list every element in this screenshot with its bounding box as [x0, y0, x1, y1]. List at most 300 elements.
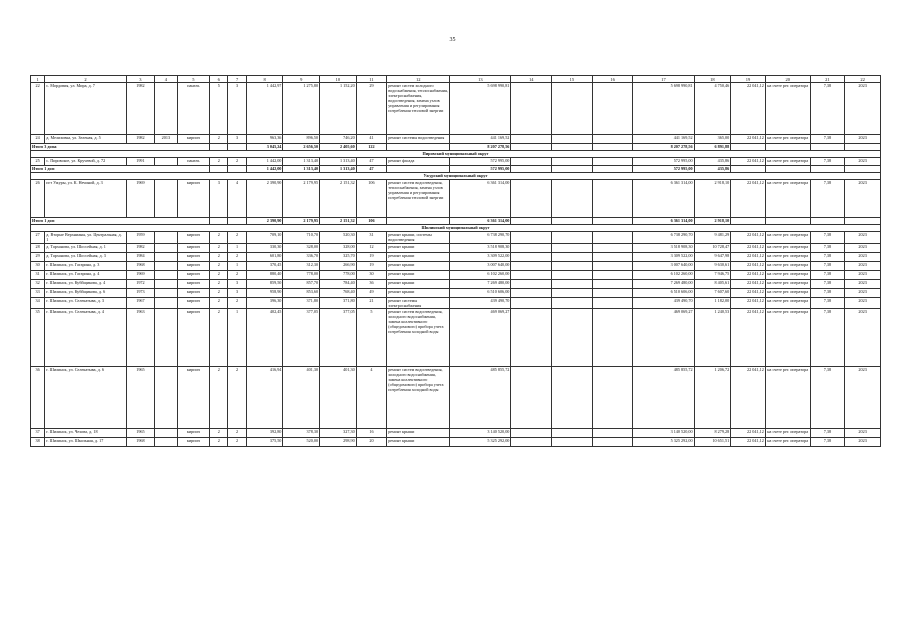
table-cell: ремонт крыши	[387, 429, 450, 438]
table-cell	[845, 144, 881, 151]
table-cell	[765, 218, 810, 225]
table-cell: 3 007 640,00	[450, 262, 511, 271]
table-cell: 22 041,12	[731, 309, 766, 367]
table-cell: 401,30	[283, 367, 320, 429]
table-cell: кирпич	[177, 244, 210, 253]
table-cell: 377,05	[283, 309, 320, 367]
table-cell: 3	[228, 289, 246, 298]
table-cell: 1 182,00	[694, 298, 731, 309]
table-cell: 328,00	[283, 244, 320, 253]
table-cell: 30	[31, 262, 45, 271]
table-cell: 22 041,12	[731, 262, 766, 271]
table-cell: 2023	[845, 289, 881, 298]
table-cell: 6 738 290,70	[450, 232, 511, 244]
table-cell	[155, 429, 177, 438]
table-cell	[552, 244, 593, 253]
table-cell: ремонт крыши	[387, 262, 450, 271]
table-cell: 572 995,00	[633, 166, 694, 173]
table-cell: 485 855,72	[633, 367, 694, 429]
table-cell: 441 169,52	[450, 135, 511, 144]
table-cell	[592, 253, 633, 262]
table-cell: кирпич	[177, 135, 210, 144]
table-cell: 28	[31, 244, 45, 253]
table-cell: 7,38	[810, 158, 845, 166]
table-cell: 1 313,40	[320, 158, 357, 166]
table-cell: кирпич	[177, 180, 210, 218]
table-cell: 21	[356, 298, 387, 309]
table-cell	[511, 253, 552, 262]
table-cell: 3	[126, 76, 155, 83]
table-cell: 7,38	[810, 438, 845, 447]
table-row	[31, 309, 881, 367]
table-cell: 857,70	[283, 280, 320, 289]
table-cell: 22 041,12	[731, 429, 766, 438]
table-cell: 6 102 260,00	[450, 271, 511, 280]
table-cell: 377,05	[320, 309, 357, 367]
table-cell: ремонт фасада	[387, 158, 450, 166]
table-cell: кирпич	[177, 438, 210, 447]
table-cell: ремонт системы электроснабжения	[387, 298, 450, 309]
table-cell: 2	[45, 76, 126, 83]
table-cell: кирпич	[177, 262, 210, 271]
table-cell: 1982	[126, 244, 155, 253]
table-cell	[511, 309, 552, 367]
table-cell	[731, 144, 766, 151]
table-cell: 41	[356, 135, 387, 144]
table-cell	[511, 83, 552, 135]
subtotal-row	[31, 218, 881, 225]
table-cell	[210, 144, 228, 151]
table-cell: 1991	[126, 158, 155, 166]
table-cell: 2 390,90	[246, 180, 283, 218]
table-cell: ремонт систем водоотведения, холодного водоснабжения, замена коллективного (общедомового) прибора учета потребления холодной воды	[387, 309, 450, 367]
table-cell: 439 490,70	[450, 298, 511, 309]
table-cell: кирпич	[177, 298, 210, 309]
table-cell: 1 313,40	[320, 166, 357, 173]
table-row	[31, 280, 881, 289]
table-cell	[511, 135, 552, 144]
table-cell: 2023	[845, 367, 881, 429]
table-cell: 33	[31, 289, 45, 298]
table-cell	[511, 158, 552, 166]
table-cell: 2013	[155, 135, 177, 144]
table-cell: панель	[177, 158, 210, 166]
table-cell: 1969	[126, 180, 155, 218]
table-cell: 6 361 314,00	[633, 218, 694, 225]
table-cell: 6 891,88	[694, 144, 731, 151]
table-cell: 2 918,10	[694, 180, 731, 218]
table-cell	[228, 144, 246, 151]
table-row	[31, 438, 881, 447]
table-cell: 12	[387, 76, 450, 83]
table-cell: 1968	[126, 438, 155, 447]
table-cell: 709,10	[246, 232, 283, 244]
table-cell: 327,30	[320, 429, 357, 438]
table-cell	[552, 166, 593, 173]
table-cell: 7 269 480,00	[633, 280, 694, 289]
table-cell: на счете рег. оператора	[765, 253, 810, 262]
table-cell: 2023	[845, 158, 881, 166]
table-cell: 572 995,00	[450, 158, 511, 166]
table-cell: 2	[210, 262, 228, 271]
table-cell: 2023	[845, 83, 881, 135]
table-cell	[511, 298, 552, 309]
table-cell: 710,70	[283, 232, 320, 244]
table-cell: 7,38	[810, 271, 845, 280]
table-cell: 2 656,50	[283, 144, 320, 151]
table-cell: 9 630,61	[694, 262, 731, 271]
table-cell	[592, 429, 633, 438]
table-cell	[228, 218, 246, 225]
table-row	[31, 244, 881, 253]
table-cell: 22 041,12	[731, 289, 766, 298]
table-cell: 3	[228, 83, 246, 135]
table-cell: 3	[228, 135, 246, 144]
table-cell: 365,00	[694, 135, 731, 144]
table-row	[31, 429, 881, 438]
table-body	[31, 76, 881, 447]
table-cell	[765, 144, 810, 151]
table-cell: 439 490,70	[633, 298, 694, 309]
table-cell: 6	[210, 76, 228, 83]
table-cell: 2 405,60	[320, 144, 357, 151]
table-cell: с. Мордовия, ул. Мира, д. 7	[45, 83, 126, 135]
table-cell: 106	[356, 218, 387, 225]
table-row	[31, 158, 881, 166]
table-cell: на счете рег. оператора	[765, 180, 810, 218]
table-cell: 2	[228, 367, 246, 429]
table-cell	[511, 166, 552, 173]
table-cell: ремонт крыши	[387, 280, 450, 289]
table-cell: 2	[210, 232, 228, 244]
table-cell: 22 041,12	[731, 180, 766, 218]
table-cell: 958,90	[246, 289, 283, 298]
table-cell: г. Шилинск, ул. Селекатыва, д. 6	[45, 367, 126, 429]
table-cell	[552, 218, 593, 225]
table-cell	[155, 309, 177, 367]
table-row	[31, 83, 881, 135]
table-row	[31, 289, 881, 298]
table-cell: 38	[31, 438, 45, 447]
table-cell: 34	[31, 298, 45, 309]
table-cell: 17	[633, 76, 694, 83]
table-cell: 784,40	[320, 280, 357, 289]
table-cell: 2023	[845, 429, 881, 438]
table-cell: 3 007 640,00	[633, 262, 694, 271]
table-cell: 378,30	[283, 429, 320, 438]
table-cell: ремонт крыши	[387, 271, 450, 280]
table-cell: 1969	[126, 271, 155, 280]
table-cell: 746,20	[320, 135, 357, 144]
table-cell: г. Шилинск, ул. Кубйщикова, д. 6	[45, 289, 126, 298]
table-cell: г. Шилинск, ул. Школьная, д. 17	[45, 438, 126, 447]
table-cell	[210, 166, 228, 173]
table-cell: 2023	[845, 309, 881, 367]
table-cell: 22 041,12	[731, 271, 766, 280]
table-cell: 963,36	[246, 135, 283, 144]
table-cell: 392,80	[246, 429, 283, 438]
table-cell	[592, 244, 633, 253]
table-cell	[592, 218, 633, 225]
table-cell: 1 442,97	[246, 83, 283, 135]
table-cell: 9 481,29	[694, 232, 731, 244]
section-row	[31, 173, 881, 180]
table-cell: ремонт системы водоотведения	[387, 135, 450, 144]
subtotal-row	[31, 166, 881, 173]
section-row	[31, 151, 881, 158]
table-cell: на счете рег. оператора	[765, 158, 810, 166]
table-cell: 312,30	[283, 262, 320, 271]
table-cell	[592, 298, 633, 309]
table-cell: кирпич	[177, 429, 210, 438]
table-cell: 2023	[845, 244, 881, 253]
table-cell: 2	[210, 298, 228, 309]
table-cell	[592, 289, 633, 298]
table-cell: 22 041,12	[731, 244, 766, 253]
table-cell: 370,45	[246, 262, 283, 271]
table-row	[31, 232, 881, 244]
table-cell	[387, 218, 450, 225]
table-cell: 26	[31, 180, 45, 218]
table-cell: на счете рег. оператора	[765, 271, 810, 280]
table-cell: 1 275,80	[283, 83, 320, 135]
table-cell: 1972	[126, 280, 155, 289]
table-cell	[592, 232, 633, 244]
table-cell: 19	[731, 76, 766, 83]
table-cell	[552, 367, 593, 429]
table-cell: 5	[210, 83, 228, 135]
table-cell	[552, 253, 593, 262]
table-cell: ремонт крыши, системы водоотведения	[387, 232, 450, 244]
table-cell: д. Мелиховка, ул. Зеленая, д. 5	[45, 135, 126, 144]
table-cell: 10 728,47	[694, 244, 731, 253]
table-cell: 6 361 314,00	[450, 180, 511, 218]
table-cell: 6 361 314,00	[450, 218, 511, 225]
table-cell: 3 518 908,30	[450, 244, 511, 253]
table-cell	[810, 218, 845, 225]
table-cell	[810, 166, 845, 173]
table-cell: 7,38	[810, 83, 845, 135]
table-cell	[155, 158, 177, 166]
table-cell: ремонт крыши	[387, 244, 450, 253]
table-cell: кирпич	[177, 367, 210, 429]
table-cell: 1963	[126, 309, 155, 367]
table-cell: 1965	[126, 367, 155, 429]
table-cell: 1967	[126, 298, 155, 309]
table-cell: 13	[450, 76, 511, 83]
table-cell	[731, 218, 766, 225]
table-cell: 6 510 606,00	[450, 289, 511, 298]
table-cell: 1982	[126, 83, 155, 135]
table-cell: 1	[228, 244, 246, 253]
table-cell	[765, 166, 810, 173]
table-cell: 1 313,40	[283, 158, 320, 166]
table-cell: на счете рег. оператора	[765, 289, 810, 298]
table-cell	[155, 180, 177, 218]
table-cell	[592, 135, 633, 144]
table-cell: 11	[356, 76, 387, 83]
table-cell	[155, 280, 177, 289]
table-cell: ремонт систем водоотведения, теплоснабжения, замена узлов управления и регулирования потребления тепловой энергии	[387, 180, 450, 218]
table-cell: 572 995,00	[450, 166, 511, 173]
table-cell	[552, 158, 593, 166]
table-cell: г. Шилинск, ул. Чехова, д. 18	[45, 429, 126, 438]
table-cell	[592, 180, 633, 218]
table-cell: 2	[228, 232, 246, 244]
table-cell: 19	[356, 262, 387, 271]
table-cell: 266,90	[320, 262, 357, 271]
table-cell: Итого 1 дом	[31, 218, 210, 225]
section-row	[31, 225, 881, 232]
table-cell: 520,00	[283, 438, 320, 447]
table-cell: 5	[177, 76, 210, 83]
table-cell	[552, 83, 593, 135]
table-cell: 2 179,95	[283, 218, 320, 225]
table-cell: 5 698 990,81	[450, 83, 511, 135]
table-cell: 22	[31, 83, 45, 135]
table-cell: 7 607,60	[694, 289, 731, 298]
table-cell	[552, 438, 593, 447]
table-cell: д. Тарханова, ул. Шоссейная, д. 3	[45, 253, 126, 262]
table-cell: 328,00	[320, 244, 357, 253]
table-cell: д. Вторые Верхнианы, ул. Центральная, д. 1	[45, 232, 126, 244]
table-row	[31, 298, 881, 309]
table-cell: 7 269 480,00	[450, 280, 511, 289]
table-cell: с. Пировское, ул. Кручевой, д. 72	[45, 158, 126, 166]
table-cell	[592, 262, 633, 271]
housing-repair-table	[30, 75, 881, 447]
table-cell: 396,30	[246, 298, 283, 309]
table-cell	[511, 244, 552, 253]
table-cell	[511, 271, 552, 280]
table-row	[31, 180, 881, 218]
table-cell: 1973	[126, 289, 155, 298]
table-cell: г. Шилинск, ул. Кубйщикова, д. 4	[45, 280, 126, 289]
table-cell	[810, 144, 845, 151]
table-cell: кирпич	[177, 289, 210, 298]
table-cell	[592, 158, 633, 166]
table-cell: на счете рег. оператора	[765, 309, 810, 367]
table-cell: 14	[511, 76, 552, 83]
table-cell: 330,30	[246, 244, 283, 253]
table-cell	[511, 180, 552, 218]
table-cell: 441 169,52	[633, 135, 694, 144]
table-cell: 2	[210, 158, 228, 166]
table-cell: 22 041,12	[731, 135, 766, 144]
table-cell: кирпич	[177, 309, 210, 367]
subtotal-row	[31, 144, 881, 151]
table-cell: 2 151,32	[320, 218, 357, 225]
header-row	[31, 76, 881, 83]
table-cell: на счете рег. оператора	[765, 135, 810, 144]
table-cell	[155, 298, 177, 309]
table-cell: 371,80	[283, 298, 320, 309]
table-cell: 21	[810, 76, 845, 83]
table-cell: 768,40	[320, 289, 357, 298]
table-cell: на счете рег. оператора	[765, 280, 810, 289]
table-cell: 416,94	[246, 367, 283, 429]
table-cell	[845, 166, 881, 173]
table-cell: 47	[356, 158, 387, 166]
table-cell: 1	[228, 262, 246, 271]
table-cell: 601,80	[246, 253, 283, 262]
table-cell: 16	[356, 429, 387, 438]
table-cell	[592, 438, 633, 447]
table-cell: 4 750,46	[694, 83, 731, 135]
table-cell: 3 045,24	[246, 144, 283, 151]
table-cell: пгт Ужуры, ул. К. Нечиной, д. 3	[45, 180, 126, 218]
table-cell: 3 309 522,00	[450, 253, 511, 262]
table-cell: кирпич	[177, 253, 210, 262]
table-cell	[155, 244, 177, 253]
table-cell: 1959	[126, 232, 155, 244]
table-cell: Пировский муниципальный округ	[31, 151, 881, 158]
table-cell: 6 361 314,00	[633, 180, 694, 218]
table-cell	[155, 232, 177, 244]
table-cell: 2 390,90	[246, 218, 283, 225]
table-cell: 4	[356, 367, 387, 429]
table-cell: 49	[356, 289, 387, 298]
table-cell	[552, 180, 593, 218]
table-cell: на счете рег. оператора	[765, 232, 810, 244]
table-cell: 7	[228, 76, 246, 83]
table-cell: 1 313,40	[283, 166, 320, 173]
table-cell: 27	[31, 232, 45, 244]
table-cell: 5 325 292,00	[450, 438, 511, 447]
table-cell: 7,38	[810, 298, 845, 309]
table-cell: 4	[155, 76, 177, 83]
table-cell: 16	[592, 76, 633, 83]
table-cell: 2	[210, 367, 228, 429]
table-cell: 1 442,00	[246, 166, 283, 173]
table-cell: 1982	[126, 135, 155, 144]
table-cell: 22 041,12	[731, 158, 766, 166]
table-cell: 402,45	[246, 309, 283, 367]
table-cell: 853,60	[283, 289, 320, 298]
table-cell: 7,38	[810, 180, 845, 218]
table-cell: 18	[694, 76, 731, 83]
table-cell: 5 698 990,81	[633, 83, 694, 135]
table-cell: 1 206,72	[694, 367, 731, 429]
table-cell: 7,38	[810, 244, 845, 253]
table-cell: 10 651,51	[694, 438, 731, 447]
table-cell	[511, 262, 552, 271]
table-cell	[592, 166, 633, 173]
table-row	[31, 262, 881, 271]
table-cell: 859,50	[246, 280, 283, 289]
table-cell: 6 102 260,00	[633, 271, 694, 280]
table-cell: 7,38	[810, 253, 845, 262]
table-row	[31, 367, 881, 429]
table-cell	[511, 367, 552, 429]
table-cell: 2	[228, 253, 246, 262]
table-cell: 22 041,12	[731, 83, 766, 135]
table-cell: 29	[31, 253, 45, 262]
table-cell: на счете рег. оператора	[765, 429, 810, 438]
table-cell: 2023	[845, 232, 881, 244]
table-cell: 8 207 278,56	[450, 144, 511, 151]
table-cell: 22 041,12	[731, 253, 766, 262]
table-cell: 7,38	[810, 262, 845, 271]
table-cell: 35	[31, 309, 45, 367]
table-cell: 2	[228, 298, 246, 309]
table-row	[31, 135, 881, 144]
table-cell: Итого 3 дома	[31, 144, 210, 151]
table-cell: г. Шилинск, ул. Гагарина, д. 4	[45, 271, 126, 280]
table-cell: панель	[177, 83, 210, 135]
table-cell: 29	[356, 83, 387, 135]
table-cell	[552, 429, 593, 438]
